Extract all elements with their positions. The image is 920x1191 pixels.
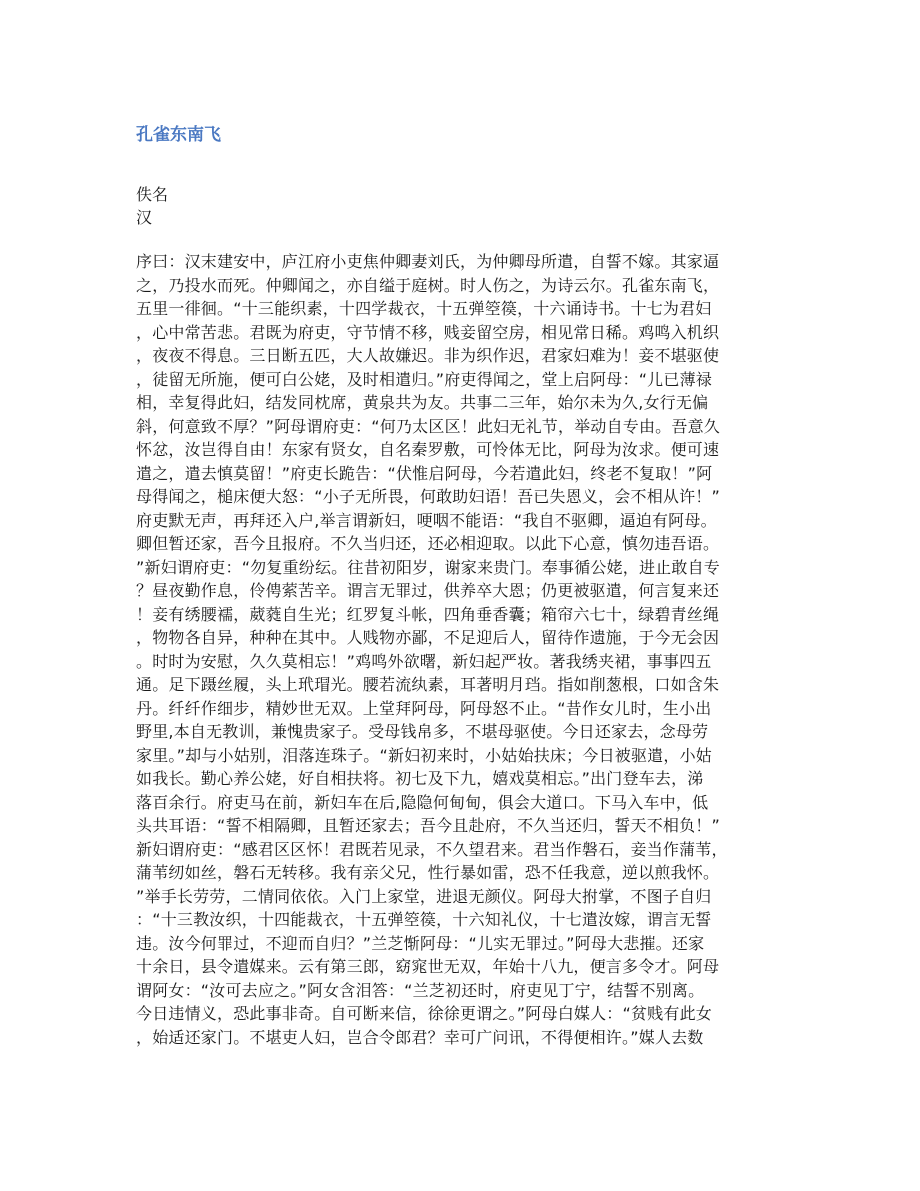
text-line: 母得闻之，槌床便大怒：“小子无所畏，何敢助妇语！吾已失恩义，会不相从许！”	[136, 487, 720, 506]
text-line: ，始适还家门。不堪吏人妇，岂合令郎君？幸可广问讯，不得便相许。”媒人去数	[136, 1027, 704, 1047]
text-line: 蒲苇纫如丝，磐石无转移。我有亲父兄，性行暴如雷，恐不任我意，逆以煎我怀。	[136, 863, 720, 882]
text-line: 违。汝今何罪过，不迎而自归？”兰芝惭阿母：“儿实无罪过。”阿母大悲摧。还家	[136, 933, 705, 953]
text-line: ，心中常苦悲。君既为府吏，守节情不移，贱妾留空房，相见常日稀。鸡鸣入机织	[136, 322, 720, 342]
text-line: 家里。”却与小姑别，泪落连珠子。“新妇初来时，小姑始扶床；今日被驱遣，小姑	[136, 745, 712, 765]
text-line: 新妇谓府吏：“感君区区怀！君既若见录，不久望君来。君当作磐石，妾当作蒲苇，	[136, 839, 728, 859]
text-line: 头共耳语：“誓不相隔卿，且暂还家去；吾今且赴府，不久当还归，誓天不相负！”	[136, 816, 720, 835]
dynasty-label: 汉	[136, 208, 153, 227]
text-line: 落百余行。府吏马在前，新妇车在后,隐隐何甸甸，俱会大道口。下马入车中，低	[136, 792, 709, 812]
text-line: 遣之，遣去慎莫留！”府吏长跪告：“伏惟启阿母，今若遣此妇，终老不复取！”阿	[136, 463, 713, 483]
text-line: 十余日，县令遣媒来。云有第三郎，窈窕世无双，年始十八九，便言多令才。阿母	[136, 957, 720, 976]
text-line: 怀忿，汝岂得自由！东家有贤女，自名秦罗敷，可怜体无比，阿母为汝求。便可速	[136, 440, 720, 459]
text-line: 斜，何意致不厚？”阿母谓府吏：“何乃太区区！此妇无礼节，举动自专由。吾意久	[136, 416, 720, 436]
author-name: 佚名	[136, 185, 169, 204]
text-line: 丹。纤纤作细步，精妙世无双。上堂拜阿母，阿母怒不止。“昔作女儿时，生小出	[136, 698, 712, 718]
text-line: 卿但暂还家，吾今且报府。不久当归还，还必相迎取。以此下心意，慎勿违吾语。	[136, 534, 720, 553]
text-line: 之，乃投水而死。仲卿闻之，亦自缢于庭树。时人伤之，为诗云尔。孔雀东南飞，	[136, 275, 720, 295]
text-line: ！妾有绣腰襦，葳蕤自生光；红罗复斗帐，四角垂香囊；箱帘六七十，绿碧青丝绳	[136, 604, 720, 624]
poem-body	[136, 250, 786, 1049]
text-line: ”举手长劳劳，二情同依依。入门上家堂，进退无颜仪。阿母大拊掌，不图子自归	[136, 886, 712, 906]
text-line: 序曰：汉末建安中，庐江府小吏焦仲卿妻刘氏，为仲卿母所遣，自誓不嫁。其家逼	[136, 252, 720, 271]
text-line: 相，幸复得此妇，结发同枕席，黄泉共为友。共事二三年，始尔未为久,女行无偏	[136, 393, 709, 412]
text-line: ？昼夜勤作息，伶俜萦苦辛。谓言无罪过，供养卒大恩；仍更被驱遣，何言复来还	[136, 581, 720, 600]
text-line: 五里一徘徊。“十三能织素，十四学裁衣，十五弹箜篌，十六诵诗书。十七为君妇	[136, 299, 712, 318]
text-line: 谓阿女：“汝可去应之。”阿女含泪答：“兰芝初还时，府吏见丁宁，结誓不别离。	[136, 980, 705, 1000]
text-line: ，徒留无所施，便可白公姥，及时相遣归。”府吏得闻之，堂上启阿母：“儿已薄禄	[136, 369, 712, 389]
text-line: 通。足下蹑丝履，头上玳瑁光。腰若流纨素，耳著明月珰。指如削葱根，口如含朱	[136, 675, 720, 694]
text-line: 。时时为安慰，久久莫相忘！”鸡鸣外欲曙，新妇起严妆。著我绣夹裙，事事四五	[136, 651, 712, 671]
text-line: 今日违情义，恐此事非奇。自可断来信，徐徐更谓之。”阿母白媒人：“贫贱有此女	[136, 1004, 712, 1023]
text-line: ：“十三教汝织，十四能裁衣，十五弹箜篌，十六知礼仪，十七遣汝嫁，谓言无誓	[136, 910, 712, 929]
text-line: 野里,本自无教训，兼愧贵家子。受母钱帛多，不堪母驱使。今日还家去，念母劳	[136, 722, 709, 741]
text-line: ，物物各自异，种种在其中。人贱物亦鄙，不足迎后人，留待作遗施，于今无会因	[136, 628, 720, 647]
text-line: ”新妇谓府吏：“勿复重纷纭。往昔初阳岁，谢家来贵门。奉事循公姥，进止敢自专	[136, 557, 720, 577]
text-line: ，夜夜不得息。三日断五匹，大人故嫌迟。非为织作迟，君家妇难为！妾不堪驱使	[136, 346, 720, 365]
text-line: 府吏默无声，再拜还入户,举言谓新妇，哽咽不能语：“我自不驱卿，逼迫有阿母。	[136, 510, 717, 530]
text-line: 如我长。勤心养公姥，好自相扶将。初七及下九，嬉戏莫相忘。”出门登车去，涕	[136, 769, 704, 788]
document-title: 孔雀东南飞	[136, 125, 221, 145]
